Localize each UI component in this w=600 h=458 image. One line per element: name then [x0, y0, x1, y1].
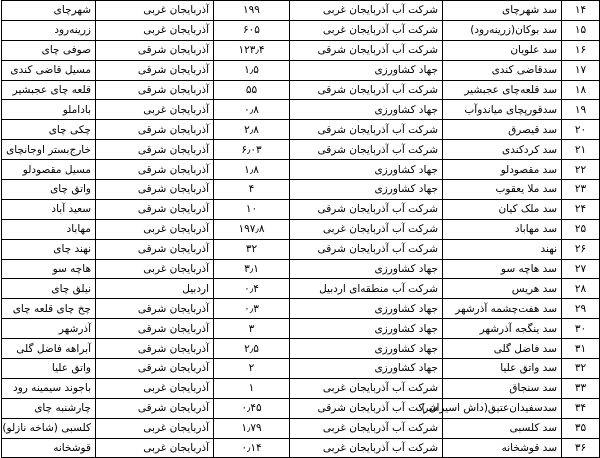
river-cell: چخ چای قلعه چای: [2, 299, 96, 319]
table-row: [2, 359, 600, 379]
river-cell: باداملو: [2, 100, 96, 120]
row-number-cell: ۳۶: [562, 438, 600, 458]
row-number-cell: ۳۴: [562, 398, 600, 418]
province-cell: آذربایجان غربی: [96, 20, 214, 40]
row-number-cell: ۲۳: [562, 180, 600, 200]
dam-name-cell: سد ملا یعقوب: [443, 180, 562, 200]
dam-name-cell: سد هریس: [443, 279, 562, 299]
organization-cell: شرکت آب آذربایجان شرقی: [290, 398, 443, 418]
table-body: [2, 1, 600, 458]
province-cell: آذربایجان شرقی: [96, 359, 214, 379]
value-cell: ۱٫۷۹: [214, 418, 290, 438]
river-cell: مهاباد: [2, 219, 96, 239]
row-number-cell: ۱۷: [562, 60, 600, 80]
river-cell: آذرشهر: [2, 319, 96, 339]
value-cell: ۲: [214, 359, 290, 379]
table-row: [2, 40, 600, 60]
row-number-cell: ۲۰: [562, 120, 600, 140]
value-cell: ۱۹۹: [214, 1, 290, 21]
province-cell: آذربایجان شرقی: [96, 80, 214, 100]
organization-cell: شرکت آب آذربایجان غربی: [290, 438, 443, 458]
table-row: [2, 319, 600, 339]
province-cell: آذربایجان شرقی: [96, 180, 214, 200]
river-cell: قلعه چای عجبشیر: [2, 80, 96, 100]
value-cell: ۱۹۷٫۸: [214, 219, 290, 239]
river-cell: صوفی چای: [2, 40, 96, 60]
table-row: [2, 418, 600, 438]
row-number-cell: ۳۱: [562, 339, 600, 359]
dam-name-cell: سد هاچه سو: [443, 259, 562, 279]
table-row: [2, 140, 600, 160]
river-cell: کلسبی (شاخه نازلو): [2, 418, 96, 438]
river-cell: واتق چای: [2, 180, 96, 200]
table-row: [2, 259, 600, 279]
organization-cell: جهاد کشاورزی: [290, 259, 443, 279]
row-number-cell: ۱۶: [562, 40, 600, 60]
table-row: [2, 378, 600, 398]
organization-cell: جهاد کشاورزی: [290, 160, 443, 180]
value-cell: ۱: [214, 378, 290, 398]
river-cell: سعید آباد: [2, 199, 96, 219]
province-cell: آذربایجان غربی: [96, 378, 214, 398]
dam-name-cell: سد مهاباد: [443, 219, 562, 239]
row-number-cell: ۳۵: [562, 418, 600, 438]
province-cell: آذربایجان غربی: [96, 438, 214, 458]
province-cell: آذربایجان شرقی: [96, 299, 214, 319]
river-cell: قوشخانه: [2, 438, 96, 458]
organization-cell: جهاد کشاورزی: [290, 339, 443, 359]
table-row: [2, 20, 600, 40]
dam-name-cell: سد کردکندی: [443, 140, 562, 160]
river-cell: چکی چای: [2, 120, 96, 140]
province-cell: آذربایجان شرقی: [96, 160, 214, 180]
province-cell: آذربایجان شرقی: [96, 199, 214, 219]
row-number-cell: ۳۰: [562, 319, 600, 339]
province-cell: آذربایجان غربی: [96, 1, 214, 21]
organization-cell: شرکت آب آذربایجان غربی: [290, 219, 443, 239]
province-cell: اردبیل: [96, 279, 214, 299]
dam-name-cell: سدقاضی کندی: [443, 60, 562, 80]
organization-cell: شرکت آب آذربایجان شرقی: [290, 120, 443, 140]
dam-name-cell: سد سنجاق: [443, 378, 562, 398]
value-cell: ۱۰: [214, 199, 290, 219]
table-row: [2, 239, 600, 259]
table-row: [2, 398, 600, 418]
river-cell: نهند چای: [2, 239, 96, 259]
table-row: [2, 120, 600, 140]
dams-table: [1, 0, 600, 458]
row-number-cell: ۲۴: [562, 199, 600, 219]
dam-name-cell: سد واتق علیا: [443, 359, 562, 379]
organization-cell: شرکت آب آذربایجان شرقی: [290, 239, 443, 259]
table-row: [2, 299, 600, 319]
river-cell: آبراهه فاضل گلی: [2, 339, 96, 359]
row-number-cell: ۲۲: [562, 160, 600, 180]
value-cell: ۴: [214, 180, 290, 200]
table-row: [2, 80, 600, 100]
row-number-cell: ۲۹: [562, 299, 600, 319]
dam-name-cell: سد هفت‌چشمه آذرشهر: [443, 299, 562, 319]
river-cell: مسیل قاضی کندی: [2, 60, 96, 80]
row-number-cell: ۲۵: [562, 219, 600, 239]
value-cell: ۱۲۳٫۴: [214, 40, 290, 60]
river-cell: خارج‌بستر اوجانچای: [2, 140, 96, 160]
province-cell: آذربایجان غربی: [96, 219, 214, 239]
province-cell: آذربایجان شرقی: [96, 319, 214, 339]
table-row: [2, 1, 600, 21]
value-cell: ۶٫۰۳: [214, 140, 290, 160]
value-cell: ۳۲: [214, 239, 290, 259]
table-row: [2, 279, 600, 299]
province-cell: آذربایجان شرقی: [96, 339, 214, 359]
table-row: [2, 180, 600, 200]
dam-name-cell: سد علویان: [443, 40, 562, 60]
dam-name-cell: سد قیصرق: [443, 120, 562, 140]
organization-cell: جهاد کشاورزی: [290, 319, 443, 339]
river-cell: مسیل مقصودلو: [2, 160, 96, 180]
organization-cell: شرکت آب آذربایجان غربی: [290, 378, 443, 398]
organization-cell: جهاد کشاورزی: [290, 180, 443, 200]
value-cell: ۰٫۸: [214, 100, 290, 120]
province-cell: آذربایجان شرقی: [96, 120, 214, 140]
value-cell: ۳٫۱: [214, 259, 290, 279]
province-cell: آذربایجان شرقی: [96, 140, 214, 160]
dam-name-cell: سدسفیدان‌عتیق(داش اسیران ): [443, 398, 562, 418]
row-number-cell: ۲۶: [562, 239, 600, 259]
table-row: [2, 219, 600, 239]
province-cell: آذربایجان غربی: [96, 100, 214, 120]
organization-cell: جهاد کشاورزی: [290, 60, 443, 80]
value-cell: ۱٫۵: [214, 60, 290, 80]
river-cell: هاچه سو: [2, 259, 96, 279]
organization-cell: شرکت آب آذربایجان شرقی: [290, 80, 443, 100]
organization-cell: شرکت آب آذربایجان شرقی: [290, 199, 443, 219]
province-cell: آذربایجان شرقی: [96, 398, 214, 418]
row-number-cell: ۳۳: [562, 378, 600, 398]
dam-name-cell: سد شهرچای: [443, 1, 562, 21]
dam-name-cell: سد بوکان(زرینه‌رود): [443, 20, 562, 40]
table-row: [2, 60, 600, 80]
row-number-cell: ۱۴: [562, 1, 600, 21]
river-cell: چارشنبه چای: [2, 398, 96, 418]
organization-cell: شرکت آب آذربایجان غربی: [290, 20, 443, 40]
organization-cell: جهاد کشاورزی: [290, 100, 443, 120]
value-cell: ۰٫۴۵: [214, 398, 290, 418]
organization-cell: جهاد کشاورزی: [290, 299, 443, 319]
dam-name-cell: سد ملک کیان: [443, 199, 562, 219]
value-cell: ۰٫۳: [214, 299, 290, 319]
dam-name-cell: سد کلسبی: [443, 418, 562, 438]
row-number-cell: ۱۵: [562, 20, 600, 40]
dam-name-cell: سد قوشخانه: [443, 438, 562, 458]
dam-name-cell: نهند: [443, 239, 562, 259]
organization-cell: جهاد کشاورزی: [290, 359, 443, 379]
row-number-cell: ۲۸: [562, 279, 600, 299]
row-number-cell: ۳۲: [562, 359, 600, 379]
dam-name-cell: سد مقصودلو: [443, 160, 562, 180]
table-row: [2, 160, 600, 180]
row-number-cell: ۲۷: [562, 259, 600, 279]
organization-cell: شرکت آب منطقه‌ای اردبیل: [290, 279, 443, 299]
value-cell: ۰٫۱۴: [214, 438, 290, 458]
row-number-cell: ۱۹: [562, 100, 600, 120]
province-cell: آذربایجان شرقی: [96, 60, 214, 80]
organization-cell: شرکت آب آذربایجان غربی: [290, 1, 443, 21]
province-cell: آذربایجان غربی: [96, 418, 214, 438]
row-number-cell: ۱۸: [562, 80, 600, 100]
river-cell: واتق علیا: [2, 359, 96, 379]
value-cell: ۱٫۸: [214, 160, 290, 180]
dam-name-cell: سد فاضل گلی: [443, 339, 562, 359]
province-cell: آذربایجان غربی: [96, 259, 214, 279]
organization-cell: شرکت آب آذربایجان غربی: [290, 418, 443, 438]
dam-name-cell: سدقورپچای میاندوآب: [443, 100, 562, 120]
value-cell: ۶۰۵: [214, 20, 290, 40]
table-row: [2, 339, 600, 359]
river-cell: شهرچای: [2, 1, 96, 21]
value-cell: ۳: [214, 319, 290, 339]
organization-cell: شرکت آب آذربایجان شرقی: [290, 40, 443, 60]
value-cell: ۵۵: [214, 80, 290, 100]
dam-name-cell: سد قلعه‌چای عجبشیر: [443, 80, 562, 100]
value-cell: ۲٫۵: [214, 339, 290, 359]
table-row: [2, 100, 600, 120]
value-cell: ۲٫۸: [214, 120, 290, 140]
dam-name-cell: سد ینگجه آذرشهر: [443, 319, 562, 339]
river-cell: باجوند سیمینه رود: [2, 378, 96, 398]
river-cell: نیلق چای: [2, 279, 96, 299]
organization-cell: شرکت آب آذربایجان شرقی: [290, 140, 443, 160]
province-cell: آذربایجان شرقی: [96, 40, 214, 60]
row-number-cell: ۲۱: [562, 140, 600, 160]
table-row: [2, 438, 600, 458]
value-cell: ۰٫۴: [214, 279, 290, 299]
province-cell: آذربایجان شرقی: [96, 239, 214, 259]
table-row: [2, 199, 600, 219]
river-cell: زرینه‌رود: [2, 20, 96, 40]
